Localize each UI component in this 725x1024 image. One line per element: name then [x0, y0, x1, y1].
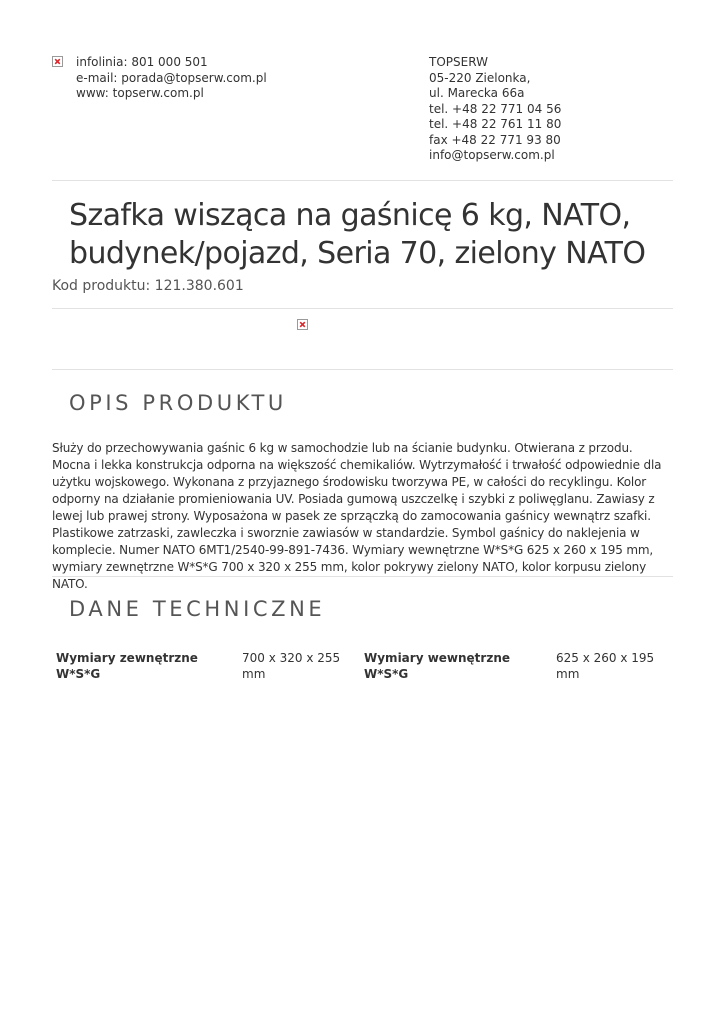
description-heading: OPIS PRODUKTU — [69, 391, 287, 415]
company-phone-1: tel. +48 22 771 04 56 — [429, 101, 562, 116]
description-divider — [52, 576, 673, 577]
website-link[interactable]: www: topserw.com.pl — [76, 86, 204, 100]
logo-broken-image-icon — [52, 56, 63, 67]
contact-info — [76, 55, 267, 102]
company-street: ul. Marecka 66a — [429, 86, 525, 100]
email-link[interactable]: e-mail: porada@topserw.com.pl — [76, 70, 267, 85]
company-email-link[interactable]: info@topserw.com.pl — [429, 148, 555, 162]
hotline-text: infolinia: 801 000 501 — [76, 55, 208, 69]
product-image-broken-icon — [297, 319, 308, 330]
spec-label-internal-dimensions: Wymiary wewnętrzne W*S*G — [364, 651, 511, 681]
company-address — [429, 55, 561, 164]
product-description: Służy do przechowywania gaśnic 6 kg w samochodzie lub na ścianie budynku. Otwierana z przodu. Mocna i lekka konstrukcja odporna na większość chemikaliów. Wytrzymałość i trwałość odpowiednie dla użytku wojskowego. Wykonana z przyjaznego środowisku tworzywa PE, w całości do recyklingu. Kolor odporny na działanie promieniowania UV. Posiada gumową uszczelkę i szybki z poliwęglanu. Zawiasy z lewej lub prawej strony. Wyposażona w pasek ze sprzączką do zamocowania gaśnicy wewnątrz szafki. Plastikowe zatrzaski, zawleczka i sworznie zawiasów w standardzie. Symbol gaśnicy do naklejenia w komplecie. Numer NATO 6MT1/2540-99-891-7436. Wymiary wewnętrzne W*S*G 625 x 260 x 195 mm, wymiary zewnętrzne W*S*G 700 x 320 x 255 mm, kolor pokrywy zielony NATO, kolor korpusu zielony NATO. — [52, 441, 662, 591]
technical-heading: DANE TECHNICZNE — [69, 597, 326, 621]
spec-value-external-dimensions: 700 x 320 x 255 mm — [242, 651, 341, 681]
image-divider — [52, 369, 673, 370]
spec-value-internal-dimensions: 625 x 260 x 195 mm — [556, 651, 655, 681]
company-phone-2: tel. +48 22 761 11 80 — [429, 117, 562, 131]
header-divider — [52, 180, 673, 181]
spec-label-external-dimensions: Wymiary zewnętrzne W*S*G — [56, 651, 198, 681]
company-postal-city: 05-220 Zielonka, — [429, 70, 531, 85]
title-divider — [52, 308, 673, 309]
company-fax: fax +48 22 771 93 80 — [429, 132, 561, 147]
company-name: TOPSERW — [429, 55, 488, 69]
product-code: Kod produktu: 121.380.601 — [52, 278, 244, 294]
product-title: Szafka wisząca na gaśnicę 6 kg, NATO, budynek/pojazd, Seria 70, zielony NATO — [69, 198, 646, 271]
